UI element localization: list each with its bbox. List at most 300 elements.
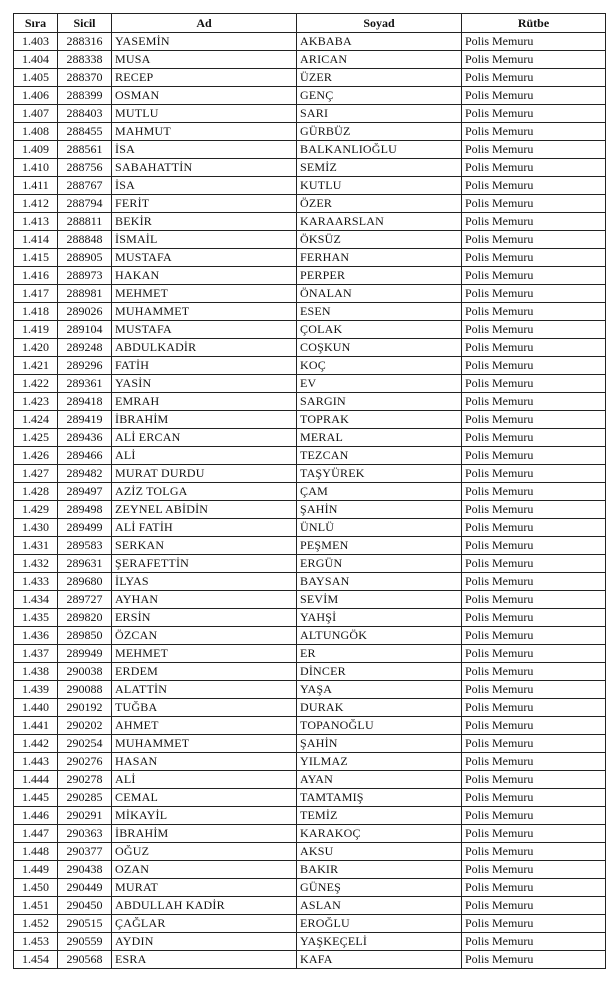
cell-rutbe: Polis Memuru (462, 123, 606, 141)
cell-sicil: 289104 (58, 321, 112, 339)
cell-sira: 1.422 (14, 375, 58, 393)
cell-sicil: 289498 (58, 501, 112, 519)
cell-sira: 1.423 (14, 393, 58, 411)
cell-sicil: 290291 (58, 807, 112, 825)
cell-ad: ABDULLAH KADİR (112, 897, 297, 915)
cell-rutbe: Polis Memuru (462, 735, 606, 753)
cell-rutbe: Polis Memuru (462, 555, 606, 573)
cell-ad: HASAN (112, 753, 297, 771)
cell-sira: 1.442 (14, 735, 58, 753)
cell-sira: 1.439 (14, 681, 58, 699)
cell-sira: 1.451 (14, 897, 58, 915)
cell-rutbe: Polis Memuru (462, 393, 606, 411)
cell-sira: 1.452 (14, 915, 58, 933)
cell-soyad: ÖNALAN (297, 285, 462, 303)
cell-soyad: ERGÜN (297, 555, 462, 573)
table-row (14, 753, 606, 771)
cell-sicil: 290450 (58, 897, 112, 915)
cell-rutbe: Polis Memuru (462, 213, 606, 231)
table-row (14, 681, 606, 699)
table-row (14, 51, 606, 69)
cell-sira: 1.420 (14, 339, 58, 357)
table-row (14, 213, 606, 231)
cell-soyad: ÖZER (297, 195, 462, 213)
cell-rutbe: Polis Memuru (462, 51, 606, 69)
cell-soyad: YAŞKEÇELİ (297, 933, 462, 951)
table-row (14, 357, 606, 375)
cell-rutbe: Polis Memuru (462, 663, 606, 681)
cell-sira: 1.431 (14, 537, 58, 555)
table-row (14, 393, 606, 411)
cell-sira: 1.424 (14, 411, 58, 429)
table-row (14, 771, 606, 789)
cell-soyad: SEMİZ (297, 159, 462, 177)
cell-ad: AZİZ TOLGA (112, 483, 297, 501)
cell-rutbe: Polis Memuru (462, 411, 606, 429)
cell-sicil: 288981 (58, 285, 112, 303)
table-row (14, 321, 606, 339)
table-row (14, 483, 606, 501)
cell-rutbe: Polis Memuru (462, 357, 606, 375)
cell-sira: 1.406 (14, 87, 58, 105)
cell-ad: ESRA (112, 951, 297, 969)
cell-sira: 1.426 (14, 447, 58, 465)
cell-soyad: KARAKOÇ (297, 825, 462, 843)
cell-soyad: ŞAHİN (297, 735, 462, 753)
table-row (14, 843, 606, 861)
cell-sicil: 289631 (58, 555, 112, 573)
cell-ad: HAKAN (112, 267, 297, 285)
cell-sira: 1.447 (14, 825, 58, 843)
cell-rutbe: Polis Memuru (462, 501, 606, 519)
table-row (14, 429, 606, 447)
cell-ad: İBRAHİM (112, 825, 297, 843)
cell-soyad: MERAL (297, 429, 462, 447)
cell-ad: OZAN (112, 861, 297, 879)
cell-rutbe: Polis Memuru (462, 141, 606, 159)
cell-sira: 1.430 (14, 519, 58, 537)
header-rutbe: Rütbe (462, 14, 606, 33)
cell-ad: SERKAN (112, 537, 297, 555)
cell-sira: 1.412 (14, 195, 58, 213)
cell-rutbe: Polis Memuru (462, 285, 606, 303)
cell-ad: ALİ ERCAN (112, 429, 297, 447)
table-row (14, 141, 606, 159)
cell-sira: 1.413 (14, 213, 58, 231)
cell-ad: FERİT (112, 195, 297, 213)
cell-ad: ŞERAFETTİN (112, 555, 297, 573)
cell-sicil: 290202 (58, 717, 112, 735)
table-row (14, 825, 606, 843)
cell-sicil: 288794 (58, 195, 112, 213)
cell-rutbe: Polis Memuru (462, 159, 606, 177)
cell-ad: TUĞBA (112, 699, 297, 717)
cell-sira: 1.438 (14, 663, 58, 681)
cell-sicil: 289850 (58, 627, 112, 645)
cell-ad: EMRAH (112, 393, 297, 411)
cell-sicil: 289583 (58, 537, 112, 555)
cell-ad: MUSA (112, 51, 297, 69)
cell-rutbe: Polis Memuru (462, 789, 606, 807)
cell-sicil: 289361 (58, 375, 112, 393)
cell-sira: 1.417 (14, 285, 58, 303)
cell-sicil: 290449 (58, 879, 112, 897)
cell-soyad: YAHŞİ (297, 609, 462, 627)
table-row (14, 717, 606, 735)
cell-sicil: 289026 (58, 303, 112, 321)
cell-soyad: BAKIR (297, 861, 462, 879)
cell-soyad: TAMTAMIŞ (297, 789, 462, 807)
cell-rutbe: Polis Memuru (462, 753, 606, 771)
cell-rutbe: Polis Memuru (462, 33, 606, 51)
cell-ad: İSMAİL (112, 231, 297, 249)
cell-soyad: BALKANLIOĞLU (297, 141, 462, 159)
table-row (14, 69, 606, 87)
cell-sira: 1.418 (14, 303, 58, 321)
cell-soyad: ER (297, 645, 462, 663)
cell-soyad: KUTLU (297, 177, 462, 195)
cell-sicil: 289680 (58, 573, 112, 591)
cell-ad: ALİ (112, 447, 297, 465)
table-row (14, 933, 606, 951)
cell-sira: 1.444 (14, 771, 58, 789)
table-row (14, 645, 606, 663)
cell-sicil: 289497 (58, 483, 112, 501)
cell-sicil: 289466 (58, 447, 112, 465)
table-row (14, 609, 606, 627)
cell-ad: MEHMET (112, 285, 297, 303)
cell-ad: YASEMİN (112, 33, 297, 51)
cell-sicil: 288399 (58, 87, 112, 105)
table-row (14, 339, 606, 357)
cell-sicil: 289949 (58, 645, 112, 663)
cell-sira: 1.416 (14, 267, 58, 285)
cell-sira: 1.419 (14, 321, 58, 339)
cell-ad: İLYAS (112, 573, 297, 591)
cell-sicil: 290438 (58, 861, 112, 879)
cell-soyad: PEŞMEN (297, 537, 462, 555)
cell-sira: 1.432 (14, 555, 58, 573)
cell-sira: 1.446 (14, 807, 58, 825)
header-row (14, 14, 606, 33)
cell-sira: 1.427 (14, 465, 58, 483)
cell-soyad: YILMAZ (297, 753, 462, 771)
table-row (14, 375, 606, 393)
cell-rutbe: Polis Memuru (462, 897, 606, 915)
cell-ad: MUHAMMET (112, 303, 297, 321)
cell-ad: ALATTİN (112, 681, 297, 699)
cell-soyad: GENÇ (297, 87, 462, 105)
cell-rutbe: Polis Memuru (462, 933, 606, 951)
cell-sira: 1.414 (14, 231, 58, 249)
cell-soyad: SARI (297, 105, 462, 123)
table-row (14, 573, 606, 591)
cell-rutbe: Polis Memuru (462, 807, 606, 825)
cell-rutbe: Polis Memuru (462, 843, 606, 861)
table-row (14, 105, 606, 123)
cell-ad: AHMET (112, 717, 297, 735)
cell-ad: MURAT DURDU (112, 465, 297, 483)
cell-soyad: ÜZER (297, 69, 462, 87)
table-row (14, 123, 606, 141)
cell-rutbe: Polis Memuru (462, 771, 606, 789)
cell-sira: 1.425 (14, 429, 58, 447)
cell-sira: 1.429 (14, 501, 58, 519)
cell-sira: 1.408 (14, 123, 58, 141)
cell-soyad: EROĞLU (297, 915, 462, 933)
cell-soyad: YAŞA (297, 681, 462, 699)
cell-ad: BEKİR (112, 213, 297, 231)
table-row (14, 789, 606, 807)
table-row (14, 159, 606, 177)
cell-sicil: 288756 (58, 159, 112, 177)
cell-rutbe: Polis Memuru (462, 915, 606, 933)
cell-rutbe: Polis Memuru (462, 105, 606, 123)
cell-rutbe: Polis Memuru (462, 537, 606, 555)
cell-sicil: 288905 (58, 249, 112, 267)
cell-ad: RECEP (112, 69, 297, 87)
cell-soyad: KAFA (297, 951, 462, 969)
cell-sira: 1.404 (14, 51, 58, 69)
header-sira: Sıra (14, 14, 58, 33)
cell-rutbe: Polis Memuru (462, 339, 606, 357)
cell-sicil: 290363 (58, 825, 112, 843)
cell-sira: 1.441 (14, 717, 58, 735)
cell-rutbe: Polis Memuru (462, 249, 606, 267)
cell-soyad: PERPER (297, 267, 462, 285)
cell-ad: AYHAN (112, 591, 297, 609)
cell-rutbe: Polis Memuru (462, 465, 606, 483)
table-row (14, 249, 606, 267)
cell-ad: FATİH (112, 357, 297, 375)
cell-sicil: 289419 (58, 411, 112, 429)
cell-sicil: 288811 (58, 213, 112, 231)
cell-sicil: 289482 (58, 465, 112, 483)
cell-ad: OĞUZ (112, 843, 297, 861)
cell-sicil: 290254 (58, 735, 112, 753)
cell-soyad: ARICAN (297, 51, 462, 69)
cell-sira: 1.445 (14, 789, 58, 807)
cell-soyad: COŞKUN (297, 339, 462, 357)
cell-sira: 1.453 (14, 933, 58, 951)
cell-sira: 1.440 (14, 699, 58, 717)
table-row (14, 87, 606, 105)
cell-sicil: 290377 (58, 843, 112, 861)
cell-rutbe: Polis Memuru (462, 303, 606, 321)
cell-soyad: TEMİZ (297, 807, 462, 825)
cell-rutbe: Polis Memuru (462, 483, 606, 501)
cell-sicil: 290515 (58, 915, 112, 933)
cell-sicil: 288767 (58, 177, 112, 195)
cell-soyad: EV (297, 375, 462, 393)
cell-soyad: ÖKSÜZ (297, 231, 462, 249)
cell-ad: MUSTAFA (112, 321, 297, 339)
cell-ad: İBRAHİM (112, 411, 297, 429)
table-row (14, 537, 606, 555)
cell-rutbe: Polis Memuru (462, 699, 606, 717)
cell-ad: ÖZCAN (112, 627, 297, 645)
cell-soyad: TOPRAK (297, 411, 462, 429)
cell-sira: 1.436 (14, 627, 58, 645)
cell-soyad: AYAN (297, 771, 462, 789)
cell-sira: 1.449 (14, 861, 58, 879)
table-row (14, 861, 606, 879)
cell-rutbe: Polis Memuru (462, 267, 606, 285)
cell-rutbe: Polis Memuru (462, 627, 606, 645)
table-row (14, 915, 606, 933)
cell-ad: MİKAYİL (112, 807, 297, 825)
cell-rutbe: Polis Memuru (462, 573, 606, 591)
cell-sicil: 288455 (58, 123, 112, 141)
cell-sicil: 289499 (58, 519, 112, 537)
cell-sira: 1.433 (14, 573, 58, 591)
cell-sira: 1.454 (14, 951, 58, 969)
cell-rutbe: Polis Memuru (462, 645, 606, 663)
table-row (14, 195, 606, 213)
table-row (14, 447, 606, 465)
table-row (14, 519, 606, 537)
cell-sira: 1.403 (14, 33, 58, 51)
cell-rutbe: Polis Memuru (462, 681, 606, 699)
table-row (14, 555, 606, 573)
cell-rutbe: Polis Memuru (462, 87, 606, 105)
cell-sicil: 290088 (58, 681, 112, 699)
cell-rutbe: Polis Memuru (462, 591, 606, 609)
table-row (14, 879, 606, 897)
cell-soyad: ASLAN (297, 897, 462, 915)
cell-sicil: 288370 (58, 69, 112, 87)
cell-ad: AYDIN (112, 933, 297, 951)
cell-soyad: KARAARSLAN (297, 213, 462, 231)
cell-sicil: 289248 (58, 339, 112, 357)
cell-sira: 1.405 (14, 69, 58, 87)
cell-rutbe: Polis Memuru (462, 321, 606, 339)
cell-sicil: 288848 (58, 231, 112, 249)
cell-sicil: 290278 (58, 771, 112, 789)
cell-sicil: 288403 (58, 105, 112, 123)
table-row (14, 285, 606, 303)
cell-ad: MAHMUT (112, 123, 297, 141)
cell-soyad: DİNCER (297, 663, 462, 681)
cell-ad: MUTLU (112, 105, 297, 123)
cell-sira: 1.415 (14, 249, 58, 267)
cell-sicil: 289727 (58, 591, 112, 609)
cell-sicil: 289296 (58, 357, 112, 375)
cell-soyad: ALTUNGÖK (297, 627, 462, 645)
cell-sira: 1.434 (14, 591, 58, 609)
cell-ad: İSA (112, 141, 297, 159)
cell-sicil: 288338 (58, 51, 112, 69)
cell-soyad: SARGIN (297, 393, 462, 411)
cell-sira: 1.437 (14, 645, 58, 663)
table-row (14, 231, 606, 249)
cell-soyad: AKBABA (297, 33, 462, 51)
cell-soyad: AKSU (297, 843, 462, 861)
cell-sira: 1.450 (14, 879, 58, 897)
cell-sicil: 289418 (58, 393, 112, 411)
cell-sicil: 290276 (58, 753, 112, 771)
cell-ad: MUSTAFA (112, 249, 297, 267)
cell-sicil: 290285 (58, 789, 112, 807)
cell-rutbe: Polis Memuru (462, 375, 606, 393)
cell-ad: SABAHATTİN (112, 159, 297, 177)
cell-soyad: ÇOLAK (297, 321, 462, 339)
table-row (14, 33, 606, 51)
personnel-table (13, 13, 606, 969)
cell-soyad: ÇAM (297, 483, 462, 501)
cell-soyad: GÜNEŞ (297, 879, 462, 897)
cell-rutbe: Polis Memuru (462, 519, 606, 537)
cell-ad: MURAT (112, 879, 297, 897)
cell-rutbe: Polis Memuru (462, 861, 606, 879)
cell-sira: 1.421 (14, 357, 58, 375)
table-row (14, 177, 606, 195)
table-row (14, 411, 606, 429)
cell-soyad: ÜNLÜ (297, 519, 462, 537)
cell-sira: 1.435 (14, 609, 58, 627)
cell-ad: ÇAĞLAR (112, 915, 297, 933)
table-row (14, 951, 606, 969)
cell-rutbe: Polis Memuru (462, 879, 606, 897)
cell-sicil: 289436 (58, 429, 112, 447)
header-sicil: Sicil (58, 14, 112, 33)
cell-sicil: 289820 (58, 609, 112, 627)
table-row (14, 591, 606, 609)
cell-ad: OSMAN (112, 87, 297, 105)
cell-ad: CEMAL (112, 789, 297, 807)
cell-rutbe: Polis Memuru (462, 447, 606, 465)
cell-ad: MUHAMMET (112, 735, 297, 753)
cell-rutbe: Polis Memuru (462, 609, 606, 627)
cell-soyad: BAYSAN (297, 573, 462, 591)
cell-ad: YASİN (112, 375, 297, 393)
table-row (14, 807, 606, 825)
cell-rutbe: Polis Memuru (462, 429, 606, 447)
cell-ad: MEHMET (112, 645, 297, 663)
table-row (14, 897, 606, 915)
table-row (14, 663, 606, 681)
cell-rutbe: Polis Memuru (462, 717, 606, 735)
cell-soyad: ŞAHİN (297, 501, 462, 519)
cell-sicil: 288973 (58, 267, 112, 285)
header-ad: Ad (112, 14, 297, 33)
table-row (14, 735, 606, 753)
table-row (14, 501, 606, 519)
cell-rutbe: Polis Memuru (462, 951, 606, 969)
cell-ad: İSA (112, 177, 297, 195)
cell-sira: 1.409 (14, 141, 58, 159)
cell-ad: ERSİN (112, 609, 297, 627)
header-soyad: Soyad (297, 14, 462, 33)
cell-sicil: 290192 (58, 699, 112, 717)
cell-rutbe: Polis Memuru (462, 825, 606, 843)
cell-sira: 1.411 (14, 177, 58, 195)
cell-sira: 1.410 (14, 159, 58, 177)
cell-soyad: FERHAN (297, 249, 462, 267)
cell-ad: ALİ FATİH (112, 519, 297, 537)
table-row (14, 303, 606, 321)
cell-sira: 1.443 (14, 753, 58, 771)
cell-rutbe: Polis Memuru (462, 69, 606, 87)
table-row (14, 465, 606, 483)
cell-soyad: TAŞYÜREK (297, 465, 462, 483)
cell-ad: ALİ (112, 771, 297, 789)
table-row (14, 699, 606, 717)
cell-sira: 1.428 (14, 483, 58, 501)
cell-soyad: SEVİM (297, 591, 462, 609)
table-row (14, 627, 606, 645)
cell-sicil: 290038 (58, 663, 112, 681)
